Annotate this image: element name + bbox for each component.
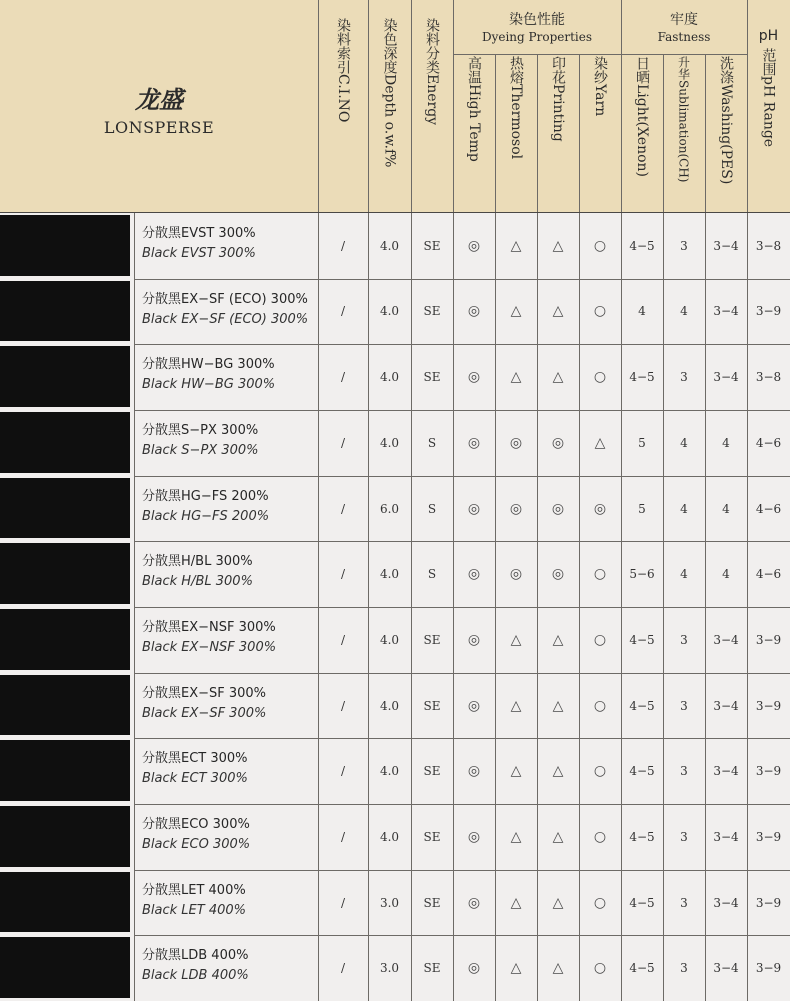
product-name-cn: 分散黑HG−FS 200% [142,488,269,504]
product-name-cn: 分散黑LDB 400% [142,948,249,964]
ph-range-cell: 3−8 [755,238,782,253]
brand-english: LONSPERSE [103,118,215,137]
product-name-cn: 分散黑ECT 300% [142,751,248,767]
ci-no-cell: / [340,370,346,385]
printing-cell: △ [552,697,564,714]
product-name-cn: 分散黑HW−BG 300% [142,357,275,373]
high-temp-cell: ◎ [467,237,481,254]
high-temp-cell: ◎ [467,566,481,583]
sublimation-fastness-cell: 3 [680,961,688,976]
row-divider [134,870,790,871]
header-light: 日晒Light(Xenon) [634,56,650,178]
printing-cell: △ [552,763,564,780]
light-fastness-cell: 4−5 [629,370,655,385]
header-depth: 染色深度Depth o.w.f% [381,18,398,168]
product-name-en: Black LET 400% [142,902,246,918]
fabric-swatch [0,215,130,276]
sublimation-fastness-cell: 3 [680,632,688,647]
product-name-en: Black EX−SF (ECO) 300% [142,311,309,327]
product-name-cn: 分散黑EX−SF 300% [142,685,267,701]
high-temp-cell: ◎ [467,369,481,386]
printing-cell: ◎ [551,434,565,451]
washing-fastness-cell: 4 [722,567,730,582]
high-temp-cell: ◎ [467,763,481,780]
depth-cell: 4.0 [379,764,400,779]
yarn-cell: ○ [593,894,607,911]
printing-cell: △ [552,369,564,386]
product-name-cell [142,552,316,592]
ci-no-cell: / [340,961,346,976]
product-name-cell [142,946,316,986]
product-name-cn: 分散黑H/BL 300% [142,554,253,570]
product-name-cell [142,815,316,855]
header-washing: 洗涤Washing(PES) [718,56,734,185]
energy-cell: SE [423,895,441,910]
ci-no-cell: / [340,632,346,647]
high-temp-cell: ◎ [467,697,481,714]
ph-range-cell: 3−9 [755,764,782,779]
product-name-cn: 分散黑EVST 300% [142,226,256,241]
washing-fastness-cell: 3−4 [713,895,739,910]
header-ph-range: 范围pH Range [760,48,777,148]
yarn-cell: ◎ [593,500,607,517]
brand-chinese: 龙盛 [135,86,183,114]
product-name-en: Black H/BL 300% [142,574,253,590]
sublimation-fastness-cell: 4 [680,435,688,450]
depth-cell: 4.0 [379,370,400,385]
product-name-cell [142,618,316,658]
depth-cell: 6.0 [379,501,400,516]
header-yarn: 染纱Yarn [592,56,608,117]
row-divider [134,344,790,345]
ph-range-cell: 3−9 [755,829,782,844]
product-name-cn: 分散黑S−PX 300% [142,423,259,438]
high-temp-cell: ◎ [467,828,481,845]
energy-cell: S [427,501,437,516]
sublimation-fastness-cell: 3 [680,764,688,779]
header-high-temp: 高温High Temp [466,56,482,162]
high-temp-cell: ◎ [467,500,481,517]
sublimation-fastness-cell: 4 [680,567,688,582]
depth-cell: 3.0 [379,895,400,910]
row-divider [134,738,790,739]
light-fastness-cell: 5 [638,501,646,516]
washing-fastness-cell: 3−4 [713,698,739,713]
sublimation-fastness-cell: 3 [680,829,688,844]
thermosol-cell: ◎ [509,434,523,451]
ph-range-cell: 3−9 [755,698,782,713]
light-fastness-cell: 4−5 [629,238,655,253]
washing-fastness-cell: 3−4 [713,829,739,844]
product-name-en: Black ECO 300% [142,837,251,853]
depth-cell: 4.0 [379,829,400,844]
header-thermosol: 热熔Thermosol [508,56,524,160]
energy-cell: SE [423,764,441,779]
light-fastness-cell: 4−5 [629,632,655,647]
yarn-cell: ○ [593,237,607,254]
thermosol-cell: △ [510,369,522,386]
row-divider [134,935,790,936]
header-printing: 印花Printing [550,56,566,142]
fabric-swatch [0,806,130,867]
high-temp-cell: ◎ [467,434,481,451]
ci-no-cell: / [340,698,346,713]
yarn-cell: ○ [593,828,607,845]
energy-cell: SE [423,238,441,253]
yarn-cell: ○ [593,697,607,714]
product-name-cell [142,749,316,789]
product-name-en: Black HG−FS 200% [142,508,270,524]
light-fastness-cell: 4−5 [629,764,655,779]
product-name-cell [142,881,316,921]
yarn-cell: ○ [593,763,607,780]
energy-cell: SE [423,961,441,976]
fabric-swatch [0,412,130,473]
yarn-cell: ○ [593,960,607,977]
washing-fastness-cell: 3−4 [713,961,739,976]
yarn-cell: ○ [593,369,607,386]
printing-cell: △ [552,631,564,648]
ph-range-cell: 4−6 [755,567,782,582]
fabric-swatch [0,543,130,604]
ci-no-cell: / [340,829,346,844]
sublimation-fastness-cell: 3 [680,895,688,910]
light-fastness-cell: 5 [638,435,646,450]
high-temp-cell: ◎ [467,303,481,320]
sublimation-fastness-cell: 3 [680,698,688,713]
thermosol-cell: △ [510,763,522,780]
ci-no-cell: / [340,895,346,910]
ph-range-cell: 4−6 [755,435,782,450]
energy-cell: SE [423,829,441,844]
ci-no-cell: / [340,238,346,253]
row-divider [134,804,790,805]
fabric-swatch [0,872,130,933]
high-temp-cell: ◎ [467,960,481,977]
fabric-swatch [0,937,130,998]
product-name-cell [142,684,316,724]
product-name-en: Black HW−BG 300% [142,377,276,393]
product-name-en: Black EVST 300% [142,246,256,261]
product-name-cell [142,224,316,264]
row-divider [134,541,790,542]
light-fastness-cell: 4−5 [629,895,655,910]
sublimation-fastness-cell: 4 [680,304,688,319]
ci-no-cell: / [340,304,346,319]
product-name-cn: 分散黑EX−SF (ECO) 300% [142,291,308,307]
depth-cell: 4.0 [379,238,400,253]
yarn-cell: ○ [593,631,607,648]
product-name-en: Black LDB 400% [142,968,249,984]
printing-cell: ◎ [551,566,565,583]
high-temp-cell: ◎ [467,894,481,911]
depth-cell: 3.0 [379,961,400,976]
thermosol-cell: △ [510,237,522,254]
header-dyeing-properties: 染色性能 Dyeing Properties [481,12,593,44]
washing-fastness-cell: 3−4 [713,370,739,385]
washing-fastness-cell: 4 [722,435,730,450]
rule [453,54,747,55]
sublimation-fastness-cell: 3 [680,238,688,253]
thermosol-cell: △ [510,828,522,845]
printing-cell: △ [552,303,564,320]
ci-no-cell: / [340,435,346,450]
product-name-cell [142,290,316,330]
depth-cell: 4.0 [379,304,400,319]
thermosol-cell: △ [510,894,522,911]
light-fastness-cell: 5−6 [629,567,655,582]
depth-cell: 4.0 [379,632,400,647]
depth-cell: 4.0 [379,435,400,450]
printing-cell: △ [552,828,564,845]
printing-cell: △ [552,960,564,977]
depth-cell: 4.0 [379,698,400,713]
fabric-swatch [0,478,130,539]
row-divider [134,410,790,411]
yarn-cell: ○ [593,566,607,583]
light-fastness-cell: 4−5 [629,829,655,844]
fabric-swatch [0,675,130,736]
ph-range-cell: 4−6 [755,501,782,516]
sublimation-fastness-cell: 3 [680,370,688,385]
ph-range-cell: 3−9 [755,961,782,976]
washing-fastness-cell: 4 [722,501,730,516]
energy-cell: SE [423,632,441,647]
product-name-en: Black EX−SF 300% [142,705,267,721]
ph-range-cell: 3−9 [755,632,782,647]
product-name-cell [142,487,316,527]
fabric-swatch [0,609,130,670]
ci-no-cell: / [340,567,346,582]
fabric-swatch [0,740,130,801]
header-ph-label: pH [758,28,779,44]
row-divider [134,673,790,674]
fabric-swatch [0,281,130,342]
product-name-cn: 分散黑LET 400% [142,882,246,898]
product-name-cn: 分散黑EX−NSF 300% [142,620,276,636]
row-divider [134,476,790,477]
depth-cell: 4.0 [379,567,400,582]
header-ci-no: 染料索引C.I.NO [335,18,351,123]
product-name-en: Black ECT 300% [142,771,248,787]
product-name-cn: 分散黑ECO 300% [142,817,250,833]
printing-cell: ◎ [551,500,565,517]
yarn-cell: △ [594,434,606,451]
thermosol-cell: △ [510,960,522,977]
header-energy: 染料分类Energy [424,18,440,126]
washing-fastness-cell: 3−4 [713,632,739,647]
sublimation-fastness-cell: 4 [680,501,688,516]
product-name-cell [142,355,316,395]
thermosol-cell: ◎ [509,500,523,517]
washing-fastness-cell: 3−4 [713,764,739,779]
high-temp-cell: ◎ [467,631,481,648]
product-name-en: Black EX−NSF 300% [142,640,277,656]
ci-no-cell: / [340,501,346,516]
washing-fastness-cell: 3−4 [713,238,739,253]
header-fastness: 牢度 Fastness [657,12,711,44]
energy-cell: S [427,435,437,450]
light-fastness-cell: 4−5 [629,961,655,976]
row-divider [134,607,790,608]
ci-no-cell: / [340,764,346,779]
printing-cell: △ [552,237,564,254]
energy-cell: SE [423,370,441,385]
washing-fastness-cell: 3−4 [713,304,739,319]
product-name-cell [142,421,316,461]
energy-cell: S [427,567,437,582]
ph-range-cell: 3−8 [755,370,782,385]
thermosol-cell: △ [510,697,522,714]
thermosol-cell: ◎ [509,566,523,583]
printing-cell: △ [552,894,564,911]
yarn-cell: ○ [593,303,607,320]
light-fastness-cell: 4−5 [629,698,655,713]
ph-range-cell: 3−9 [755,895,782,910]
light-fastness-cell: 4 [638,304,646,319]
thermosol-cell: △ [510,631,522,648]
fabric-swatch [0,346,130,407]
ph-range-cell: 3−9 [755,304,782,319]
row-divider [134,279,790,280]
energy-cell: SE [423,698,441,713]
header-sublimation: 升华Sublimation(CH) [676,56,691,183]
thermosol-cell: △ [510,303,522,320]
energy-cell: SE [423,304,441,319]
product-name-en: Black S−PX 300% [142,443,259,458]
